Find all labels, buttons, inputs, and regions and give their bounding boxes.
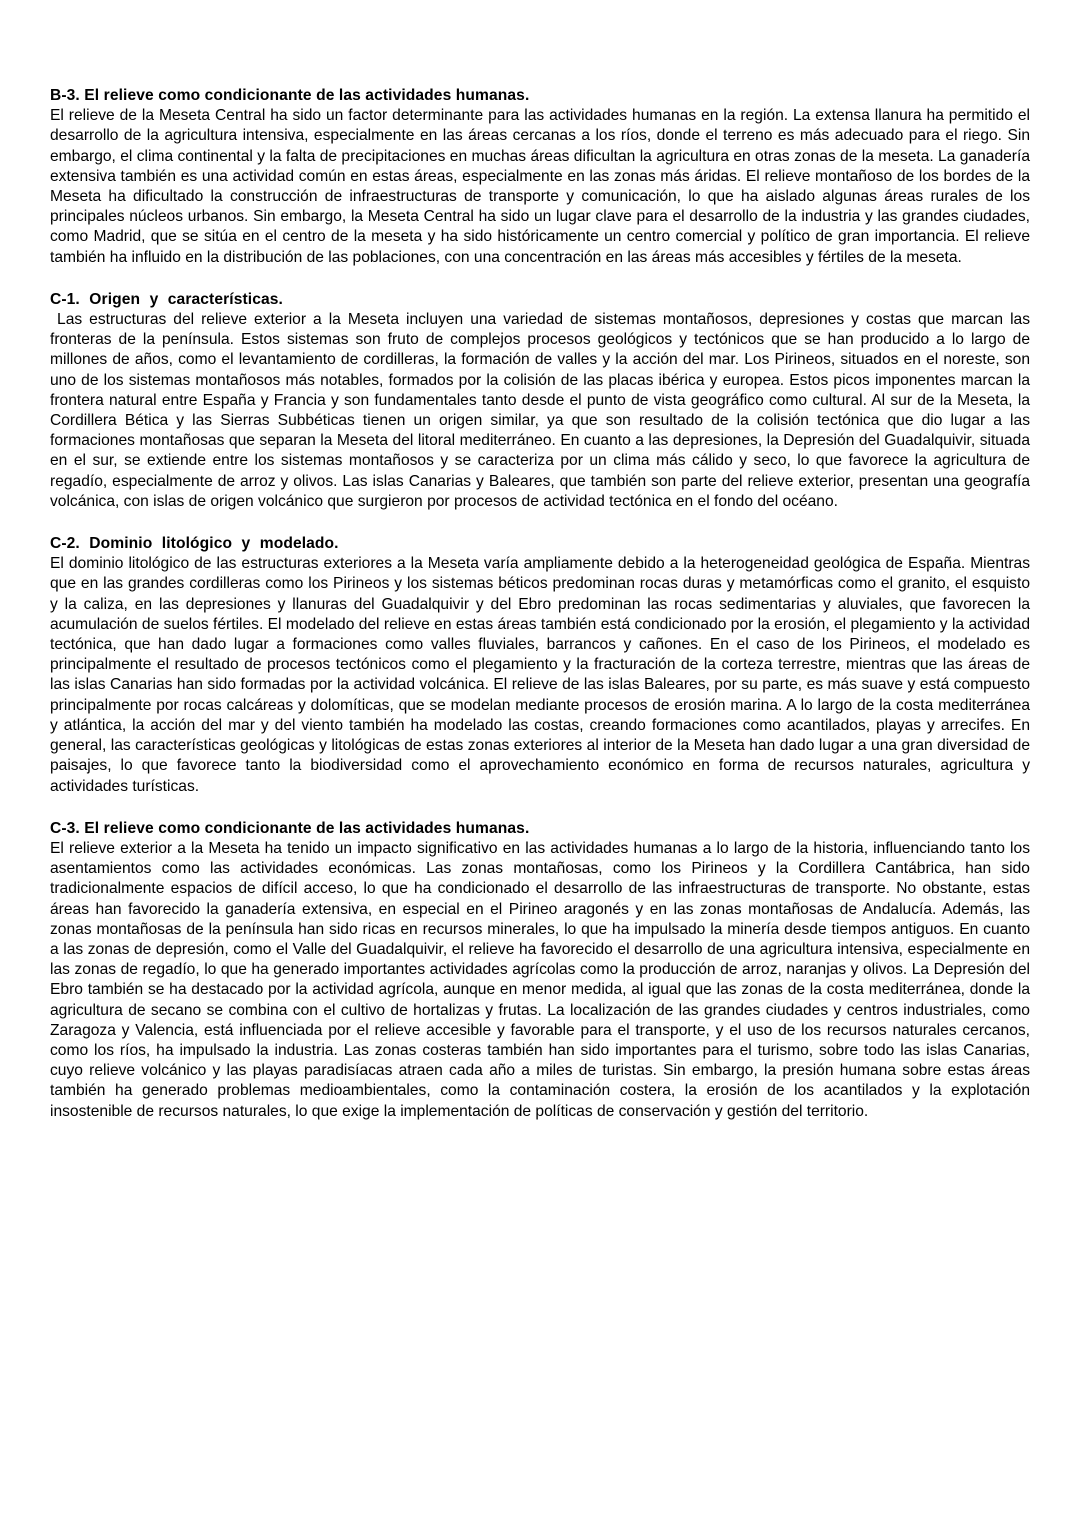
section-b-3 [50, 86, 1035, 268]
section-paragraph-c-3: El relieve exterior a la Meseta ha tenido un impacto significativo en las actividades humanas a lo largo de la historia, influenciando tanto los asentamientos como las actividades económicas. Las zonas montañosas, como los Pirineos y la Cordillera Cantábrica, han sido tradicionalmente espacios de difícil acceso, lo que ha condicionado el desarrollo de las infraestructuras de transporte. No obstante, estas áreas han favorecido la ganadería extensiva, en especial en el Pirineo aragonés y en las zonas montañosas de Andalucía. Además, las zonas montañosas de la península han sido ricas en recursos minerales, lo que ha impulsado la minería desde tiempos antiguos. En cuanto a las zonas de depresión, como el Valle del Guadalquivir, el relieve ha favorecido el desarrollo de una agricultura intensiva, especialmente en las zonas de regadío, lo que ha generado importantes actividades agrícolas como la producción de arroz, naranjas y olivos. La Depresión del Ebro también se ha destacado por la actividad agrícola, aunque en menor medida, al igual que las zonas de la costa mediterránea, donde la agricultura de secano se combina con el cultivo de hortalizas y frutas. La localización de las grandes ciudades y centros industriales, como Zaragoza y Valencia, está influenciada por el relieve accesible y favorable para el transporte, y el uso de los recursos naturales cercanos, como los ríos, ha impulsado la industria. Las zonas costeras también han sido importantes para el turismo, sobre todo las islas Canarias, cuyo relieve volcánico y las playas paradisíacas atraen cada año a miles de turistas. Sin embargo, la presión humana sobre estas áreas también ha generado problemas medioambientales, como la contaminación costera, la erosión de los acantilados y la explotación insostenible de recursos naturales, lo que exige la implementación de políticas de conservación y gestión del territorio. [50, 839, 1035, 1120]
section-heading-b-3: B-3. El relieve como condicionante de las actividades humanas. [50, 87, 530, 104]
section-c-3 [50, 819, 1035, 1122]
document-text-body [50, 86, 1035, 1122]
section-paragraph-b-3: El relieve de la Meseta Central ha sido un factor determinante para las actividades humanas en la región. La extensa llanura ha permitido el desarrollo de la agricultura intensiva, especialmente en las áreas cercanas a los ríos, donde el terreno es más adecuado para el riego. Sin embargo, el clima continental y la falta de precipitaciones en muchas áreas dificultan la agricultura en otras zonas de la meseta. La ganadería extensiva también es una actividad común en estas áreas, especialmente en las zonas más áridas. El relieve montañoso de los bordes de la Meseta ha dificultado la construcción de infraestructuras de transporte y comunicación, lo que ha aislado algunas áreas rurales de los principales núcleos urbanos. Sin embargo, la Meseta Central ha sido un lugar clave para el desarrollo de la industria y las grandes ciudades, como Madrid, que se sitúa en el centro de la meseta y ha sido históricamente un centro comercial y político de gran importancia. El relieve también ha influido en la distribución de las poblaciones, con una concentración en las áreas más accesibles y fértiles de la meseta. [50, 107, 1035, 266]
section-c-2 [50, 534, 1035, 797]
section-c-1 [50, 290, 1035, 512]
section-heading-c-2: C-2. Dominio litológico y modelado. [50, 535, 339, 553]
section-paragraph-c-1: Las estructuras del relieve exterior a la Meseta incluyen una variedad de sistemas montañosos, depresiones y costas que marcan las fronteras de la península. Estos sistemas son fruto de complejos procesos geológicos y tectónicos que se han producido a lo largo de millones de años, como el levantamiento de cordilleras, la formación de valles y la acción del mar. Los Pirineos, situados en el noreste, son uno de los sistemas montañosos más notables, formados por la colisión de las placas ibérica y europea. Estos picos imponentes marcan la frontera natural entre España y Francia y son fundamentales tanto desde el punto de vista geográfico como cultural. Al sur de la Meseta, la Cordillera Bética y las Sierras Subbéticas tienen un origen similar, ya que son resultado de la colisión tectónica que dio lugar a las formaciones montañosas que separan la Meseta del litoral mediterráneo. En cuanto a las depresiones, la Depresión del Guadalquivir, situada en el sur, se extiende entre los sistemas montañosos y se caracteriza por un clima más cálido y seco, lo que favorece la agricultura de regadío, especialmente de arroz y olivos. Las islas Canarias y Baleares, que también son parte del relieve exterior, presentan una geografía volcánica, con islas de origen volcánico que surgieron por procesos de actividad tectónica en el fondo del océano. [50, 311, 1035, 510]
section-paragraph-c-2: El dominio litológico de las estructuras exteriores a la Meseta varía ampliamente debido a la heterogeneidad geológica de España. Mientras que en las grandes cordilleras como los Pirineos y los sistemas béticos predominan rocas duras y metamórficas como el granito, el esquisto y la caliza, en las depresiones y llanuras del Guadalquivir y del Ebro predominan las rocas sedimentarias y aluviales, que favorecen la acumulación de suelos fértiles. El modelado del relieve en estas áreas también está condicionado por la erosión, el plegamiento y la actividad tectónica, que han dado lugar a formaciones como valles fluviales, barrancos y cañones. En el caso de los Pirineos, el modelado es principalmente el resultado de procesos tectónicos como el plegamiento y la fracturación de la corteza terrestre, mientras que las áreas de las islas Canarias han sido formadas por la actividad volcánica. El relieve de las islas Baleares, por su parte, es más suave y está compuesto principalmente por rocas calcáreas y dolomíticas, que se modelan mediante procesos de erosión marina. A lo largo de la costa mediterránea y atlántica, la acción del mar y del viento también ha modelado las costas, creando formaciones como acantilados, playas y arrecifes. En general, las características geológicas y litológicas de estas zonas exteriores al interior de la Meseta han dado lugar a una gran diversidad de paisajes, lo que favorece tanto la biodiversidad como el aprovechamiento económico en forma de recursos naturales, agricultura y actividades turísticas. [50, 555, 1035, 795]
section-heading-c-1: C-1. Origen y características. [50, 290, 283, 308]
section-heading-c-3: C-3. El relieve como condicionante de las actividades humanas. [50, 819, 530, 837]
